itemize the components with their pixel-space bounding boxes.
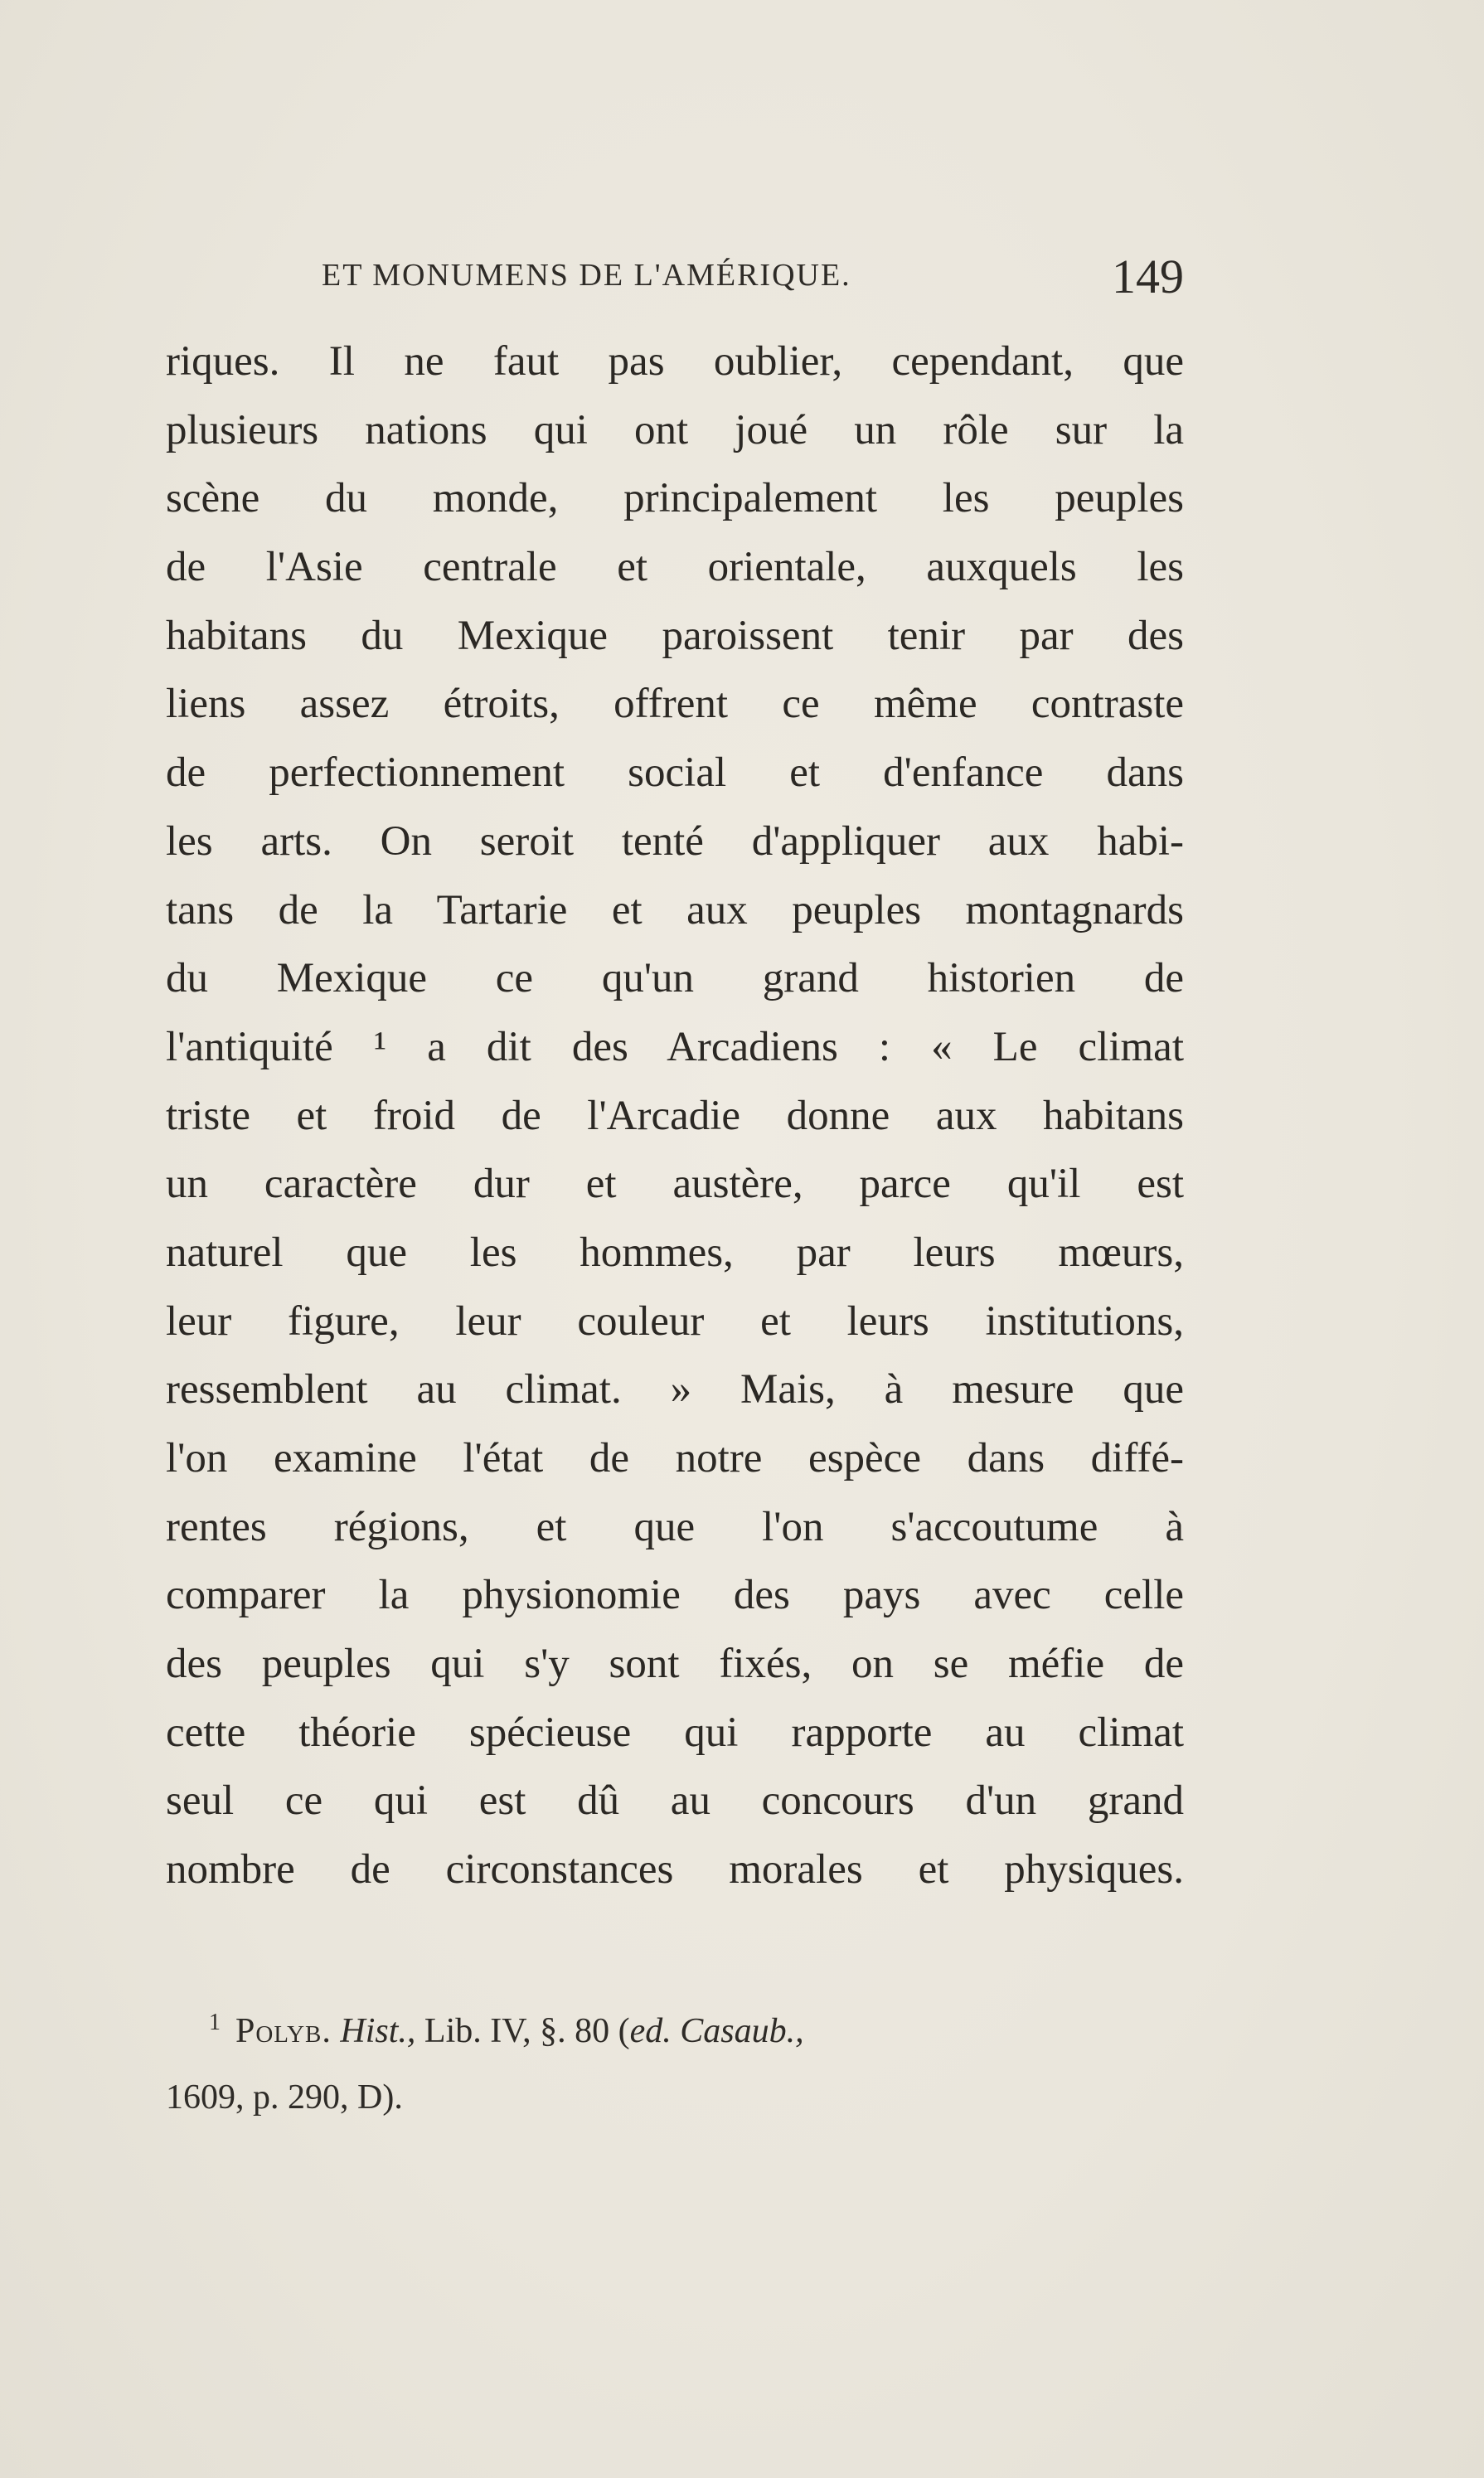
footnote-work: Hist., (340, 2012, 416, 2050)
text-line: comparer la physionomie des pays avec celle (166, 1572, 1184, 1619)
text-line: ressemblent au climat. » Mais, à mesure que (166, 1366, 1184, 1414)
text-line: naturel que les hommes, par leurs mœurs, (166, 1229, 1184, 1276)
page-number: 149 (1112, 250, 1184, 303)
text-line: seul ce qui est dû au concours d'un grand (166, 1777, 1184, 1825)
text-line: des peuples qui s'y sont fixés, on se méfie de (166, 1641, 1184, 1688)
footnote-marker: 1 (209, 2010, 221, 2035)
text-line: les arts. On seroit tenté d'appliquer aux habi- (166, 817, 1184, 865)
footnote-line-2: 1609, p. 290, D). (166, 2078, 403, 2117)
running-title: ET MONUMENS DE L'AMÉRIQUE. (322, 258, 851, 293)
text-line: riques. Il ne faut pas oublier, cependant, que (166, 338, 1184, 385)
footnote-reference: Lib. IV, §. 80 ( (424, 2012, 630, 2050)
text-line: de l'Asie centrale et orientale, auxquels les (166, 544, 1184, 591)
text-line: l'on examine l'état de notre espèce dans diffé- (166, 1435, 1184, 1481)
footnote-author: Polyb. (235, 2012, 332, 2050)
text-line: habitans du Mexique paroissent tenir par des (166, 612, 1184, 659)
text-line: liens assez étroits, offrent ce même contraste (166, 681, 1184, 728)
footnote-edition: ed. Casaub., (629, 2012, 804, 2050)
text-line: scène du monde, principalement les peuples (166, 475, 1184, 522)
footnote (166, 1990, 1184, 2131)
text-line: leur figure, leur couleur et leurs institutions, (166, 1297, 1184, 1345)
body-text (166, 327, 1184, 1904)
text-line: plusieurs nations qui ont joué un rôle sur la (166, 406, 1184, 453)
text-line: triste et froid de l'Arcadie donne aux habitans (166, 1092, 1184, 1139)
text-line: cette théorie spécieuse qui rapporte au climat (166, 1709, 1184, 1756)
footnote-line-1 (166, 1990, 1184, 2064)
text-line: l'antiquité ¹ a dit des Arcadiens : « Le climat (166, 1023, 1184, 1070)
text-line: un caractère dur et austère, parce qu'il est (166, 1161, 1184, 1208)
text-line: tans de la Tartarie et aux peuples montagnards (166, 886, 1184, 933)
text-line: du Mexique ce qu'un grand historien de (166, 955, 1184, 1002)
text-line: rentes régions, et que l'on s'accoutume à (166, 1503, 1184, 1550)
text-line: de perfectionnement social et d'enfance dans (166, 749, 1184, 797)
text-line: nombre de circonstances morales et physiques. (166, 1846, 1184, 1894)
